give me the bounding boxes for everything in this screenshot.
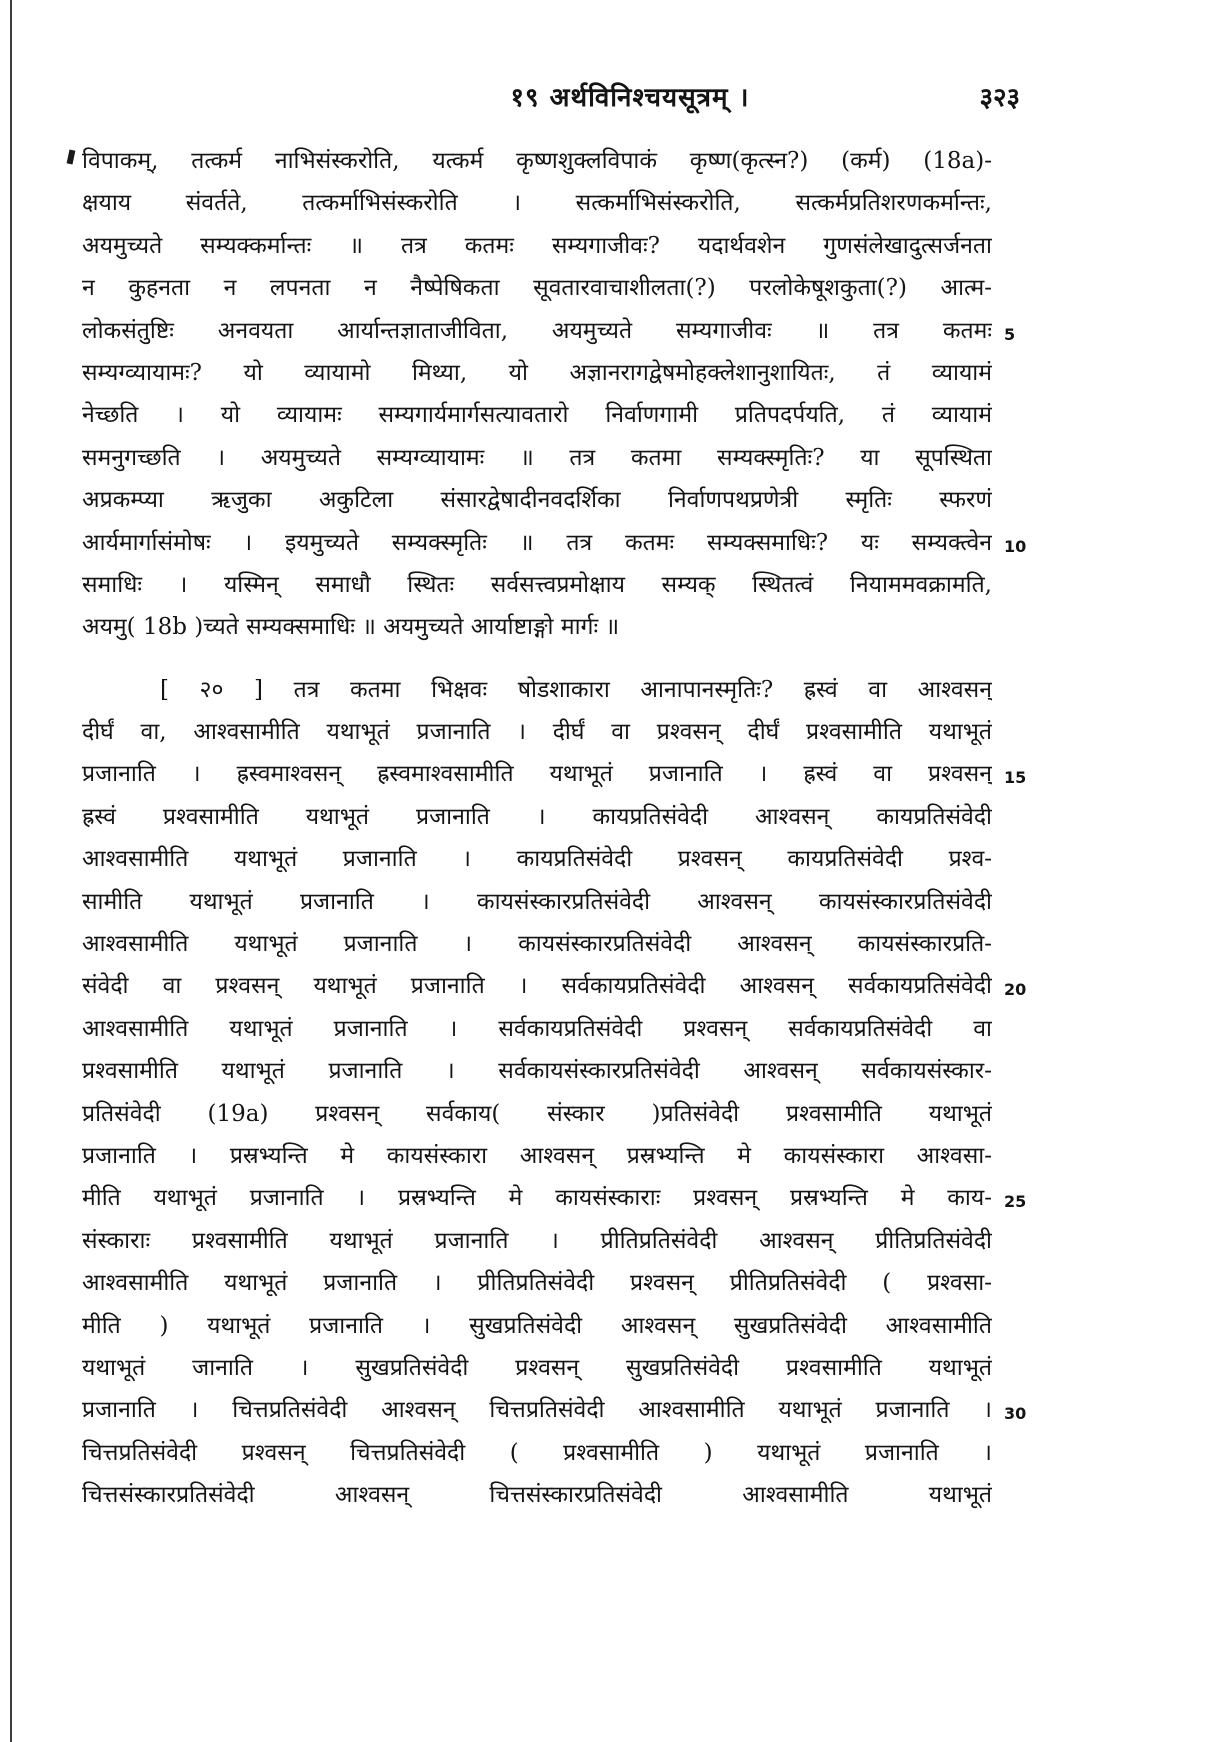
text-line: प्रजानाति । चित्तप्रतिसंवेदी आश्वसन् चित्तप्रतिसंवेदी आश्वसामीति यथाभूतं प्रजानाति । 30 xyxy=(82,1389,1082,1431)
text-line: विपाकम्, तत्कर्म नाभिसंस्करोति, यत्कर्म कृष्णशुक्लविपाकं कृष्ण(कृत्स्न?) (कर्म) (18a)- xyxy=(82,148,992,174)
line-number: 5 xyxy=(1004,324,1016,344)
text-line: क्षयाय संवर्तते, तत्कर्माभिसंस्करोति । सत्कर्माभिसंस्करोति, सत्कर्मप्रतिशरणकर्मान्तः, xyxy=(82,190,992,217)
running-title: १९ अर्थविनिश्चयसूत्रम् । xyxy=(510,83,750,113)
text-line: नेच्छति । यो व्यायामः सम्यगार्यमार्गसत्यावतारो निर्वाणगामी प्रतिपदर्पयति, तं व्यायामं xyxy=(82,402,992,429)
text-line: ह्रस्वं प्रश्वसामीति यथाभूतं प्रजानाति । कायप्रतिसंवेदी आश्वसन् कायप्रतिसंवेदी xyxy=(82,803,992,830)
paragraph-gap xyxy=(82,649,1082,669)
ink-mark xyxy=(67,150,76,165)
line-number: 20 xyxy=(1004,980,1027,1000)
text-line: प्रश्वसामीति यथाभूतं प्रजानाति । सर्वकायसंस्कारप्रतिसंवेदी आश्वसन् सर्वकायसंस्कार- xyxy=(82,1058,992,1085)
page-header xyxy=(0,78,1232,122)
line-number: 25 xyxy=(1004,1192,1027,1212)
text-line: प्रजानाति । प्रस्रभ्यन्ति मे कायसंस्कारा आश्वसन् प्रस्रभ्यन्ति मे कायसंस्कारा आश्वसा- xyxy=(82,1142,992,1169)
text-line: संस्काराः प्रश्वसामीति यथाभूतं प्रजानाति । प्रीतिप्रतिसंवेदी आश्वसन् प्रीतिप्रतिसंवेदी xyxy=(82,1227,992,1254)
text-line: चित्तप्रतिसंवेदी प्रश्वसन् चित्तप्रतिसंवेदी ( प्रश्वसामीति ) यथाभूतं प्रजानाति । xyxy=(82,1439,992,1466)
text-line: आर्यमार्गासंमोषः । इयमुच्यते सम्यक्स्मृतिः ॥ तत्र कतमः सम्यक्समाधिः? यः सम्यक्त्वेन 10 xyxy=(82,522,1082,564)
text-line: सम्यग्व्यायामः? यो व्यायामो मिथ्या, यो अज्ञानरागद्वेषमोहक्लेशानुशायितः, तं व्यायामं xyxy=(82,359,992,386)
text-line: चित्तसंस्कारप्रतिसंवेदी आश्वसन् चित्तसंस्कारप्रतिसंवेदी आश्वसामीति यथाभूतं xyxy=(82,1482,992,1509)
text-line: मीति यथाभूतं प्रजानाति । प्रस्रभ्यन्ति मे कायसंस्काराः प्रश्वसन् प्रस्रभ्यन्ति मे काय- 25 xyxy=(82,1177,1082,1219)
text-line: अप्रकम्प्या ऋजुका अकुटिला संसारद्वेषादीनवदर्शिका निर्वाणपथप्रणेत्री स्मृतिः स्फरणं xyxy=(82,487,992,514)
page-number: ३२३ xyxy=(979,83,1020,113)
text-line: आश्वसामीति यथाभूतं प्रजानाति । कायसंस्कारप्रतिसंवेदी आश्वसन् कायसंस्कारप्रति- xyxy=(82,931,992,958)
text-line: संवेदी वा प्रश्वसन् यथाभूतं प्रजानाति । सर्वकायप्रतिसंवेदी आश्वसन् सर्वकायप्रतिसंवेदी 20 xyxy=(82,965,1082,1007)
line-number: 15 xyxy=(1004,768,1027,788)
text-line: समाधिः । यस्मिन् समाधौ स्थितः सर्वसत्त्वप्रमोक्षाय सम्यक् स्थितत्वं नियाममवक्रामति, xyxy=(82,571,992,598)
left-margin-rule xyxy=(10,0,12,1742)
body-text xyxy=(82,140,1082,1517)
text-line: प्रतिसंवेदी (19a) प्रश्वसन् सर्वकाय( संस्कार )प्रतिसंवेदी प्रश्वसामीति यथाभूतं xyxy=(82,1100,992,1127)
line-number: 10 xyxy=(1004,536,1027,556)
text-line: प्रजानाति । ह्रस्वमाश्वसन् ह्रस्वमाश्वसामीति यथाभूतं प्रजानाति । ह्रस्वं वा प्रश्वसन् 15 xyxy=(82,753,1082,795)
text-line: दीर्घं वा, आश्वसामीति यथाभूतं प्रजानाति । दीर्घं वा प्रश्वसन् दीर्घं प्रश्वसामीति यथाभूतं xyxy=(82,719,992,746)
text-line: यथाभूतं जानाति । सुखप्रतिसंवेदी प्रश्वसन् सुखप्रतिसंवेदी प्रश्वसामीति यथाभूतं xyxy=(82,1354,992,1381)
text-line: मीति ) यथाभूतं प्रजानाति । सुखप्रतिसंवेदी आश्वसन् सुखप्रतिसंवेदी आश्वसामीति xyxy=(82,1312,992,1339)
text-line: [ २० ] तत्र कतमा भिक्षवः षोडशाकारा आनापानस्मृतिः? ह्रस्वं वा आश्वसन् xyxy=(160,676,992,703)
text-line: अयमु( 18b )च्यते सम्यक्समाधिः ॥ अयमुच्यते आर्याष्टाङ्गो मार्गः ॥ xyxy=(82,614,620,641)
text-line: आश्वसामीति यथाभूतं प्रजानाति । सर्वकायप्रतिसंवेदी प्रश्वसन् सर्वकायप्रतिसंवेदी वा xyxy=(82,1015,992,1042)
text-line: न कुहनता न लपनता न नैष्पेषिकता सूवतारवाचाशीलता(?) परलोकेषूशकुता(?) आत्म- xyxy=(82,275,992,302)
text-line: अयमुच्यते सम्यक्कर्मान्तः ॥ तत्र कतमः सम्यगाजीवः? यदार्थवशेन गुणसंलेखादुत्सर्जनता xyxy=(82,232,992,259)
text-line: समनुगच्छति । अयमुच्यते सम्यग्व्यायामः ॥ तत्र कतमा सम्यक्स्मृतिः? या सूपस्थिता xyxy=(82,444,992,471)
text-line: आश्वसामीति यथाभूतं प्रजानाति । कायप्रतिसंवेदी प्रश्वसन् कायप्रतिसंवेदी प्रश्व- xyxy=(82,846,992,873)
text-line: सामीति यथाभूतं प्रजानाति । कायसंस्कारप्रतिसंवेदी आश्वसन् कायसंस्कारप्रतिसंवेदी xyxy=(82,888,992,915)
text-line: आश्वसामीति यथाभूतं प्रजानाति । प्रीतिप्रतिसंवेदी प्रश्वसन् प्रीतिप्रतिसंवेदी ( प्रश्वसा- xyxy=(82,1270,992,1297)
line-number: 30 xyxy=(1004,1404,1027,1424)
text-line: लोकसंतुष्टिः अनवयता आर्यान्तज्ञाताजीविता, अयमुच्यते सम्यगाजीवः ॥ तत्र कतमः 5 xyxy=(82,310,1082,352)
